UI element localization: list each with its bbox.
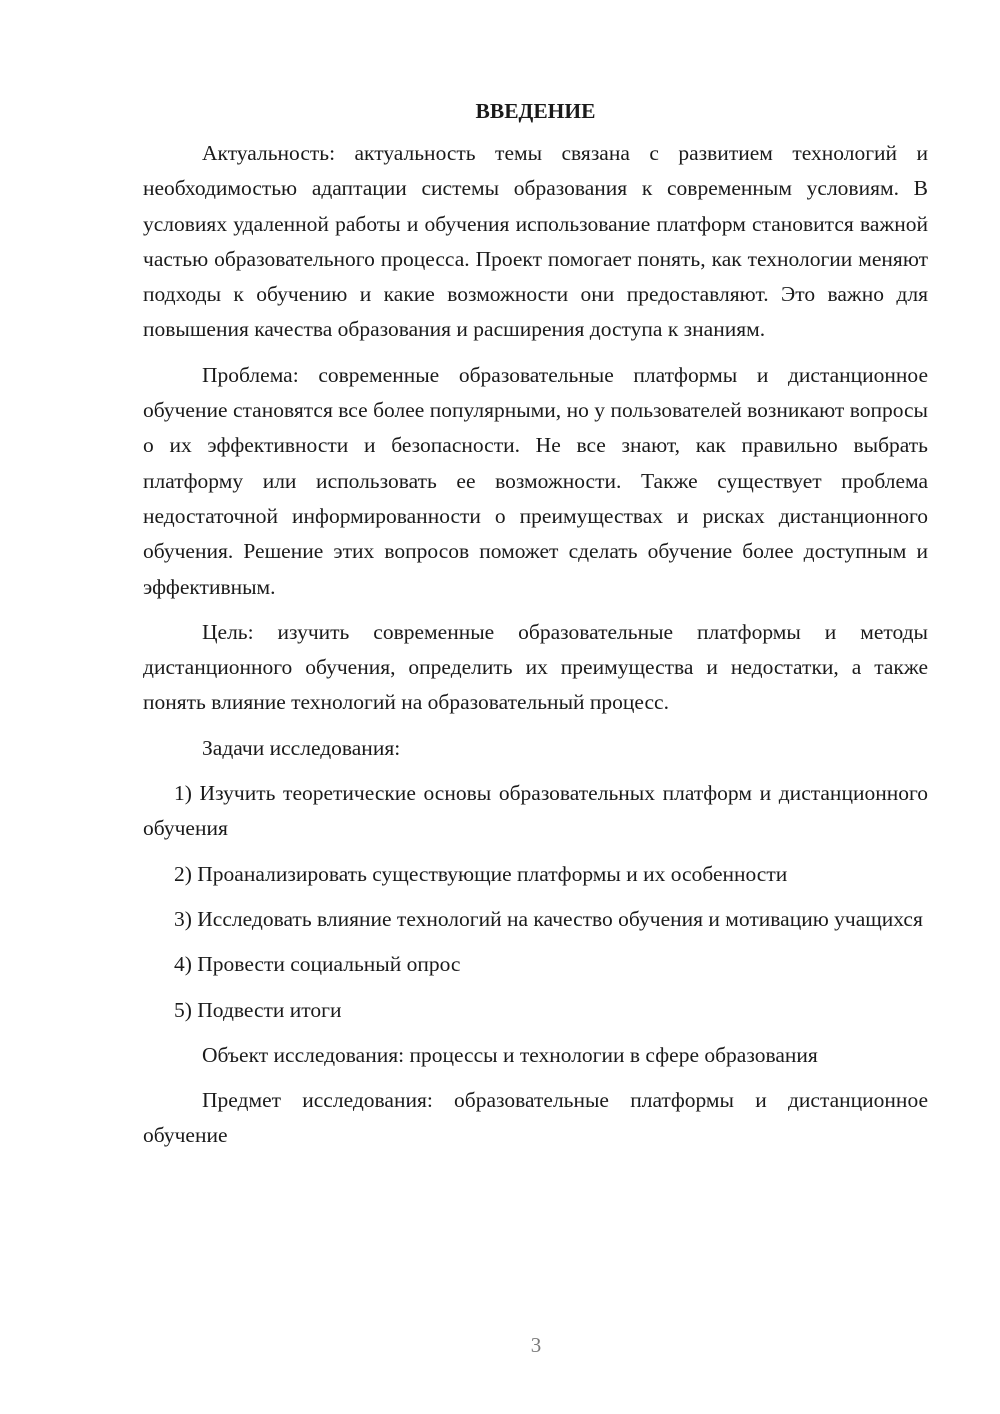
- page-number: 3: [530, 1333, 542, 1357]
- tasks-heading: Задачи исследования:: [202, 735, 401, 760]
- task-item: 4) Провести социальный опрос: [174, 952, 461, 977]
- task-item: 3) Исследовать влияние технологий на качество обучения и мотивацию учащихся: [174, 906, 923, 931]
- section-title: ВВЕДЕНИЕ: [475, 99, 596, 123]
- relevance-paragraph: Актуальность: актуальность темы связана с развитием технологий и необходимостью адаптации системы образования к современным условиям. В условиях удаленной работы и обучения использование платформ становится важной частью образовательного процесса. Проект помогает понять, как технологии меняют подходы к обучению и какие возможности они предоставляют. Это важно для повышения качества образования и расширения доступа к знаниям.: [143, 141, 928, 342]
- task-item: 2) Проанализировать существующие платформы и их особенности: [174, 861, 788, 886]
- document-page: [143, 96, 928, 1164]
- tasks-list: [143, 776, 928, 1028]
- problem-paragraph: Проблема: современные образовательные платформы и дистанционное обучение становятся все более популярными, но у пользователей возникают вопросы о их эффективности и безопасности. Не все знают, как правильно выбрать платформу или использовать ее возможности. Также существует проблема недостаточной информированности о преимуществах и рисках дистанционного обучения. Решение этих вопросов поможет сделать обучение более доступным и эффективным.: [143, 362, 928, 599]
- goal-paragraph: Цель: изучить современные образовательные платформы и методы дистанционного обучения, определить их преимущества и недостатки, а также понять влияние технологий на образовательный процесс.: [143, 619, 928, 715]
- subject-paragraph: Предмет исследования: образовательные платформы и дистанционное обучение: [143, 1088, 928, 1148]
- task-item: 5) Подвести итоги: [174, 997, 342, 1022]
- object-paragraph: Объект исследования: процессы и технологии в сфере образования: [202, 1042, 818, 1067]
- task-item: 1) Изучить теоретические основы образовательных платформ и дистанционного обучения: [143, 781, 928, 841]
